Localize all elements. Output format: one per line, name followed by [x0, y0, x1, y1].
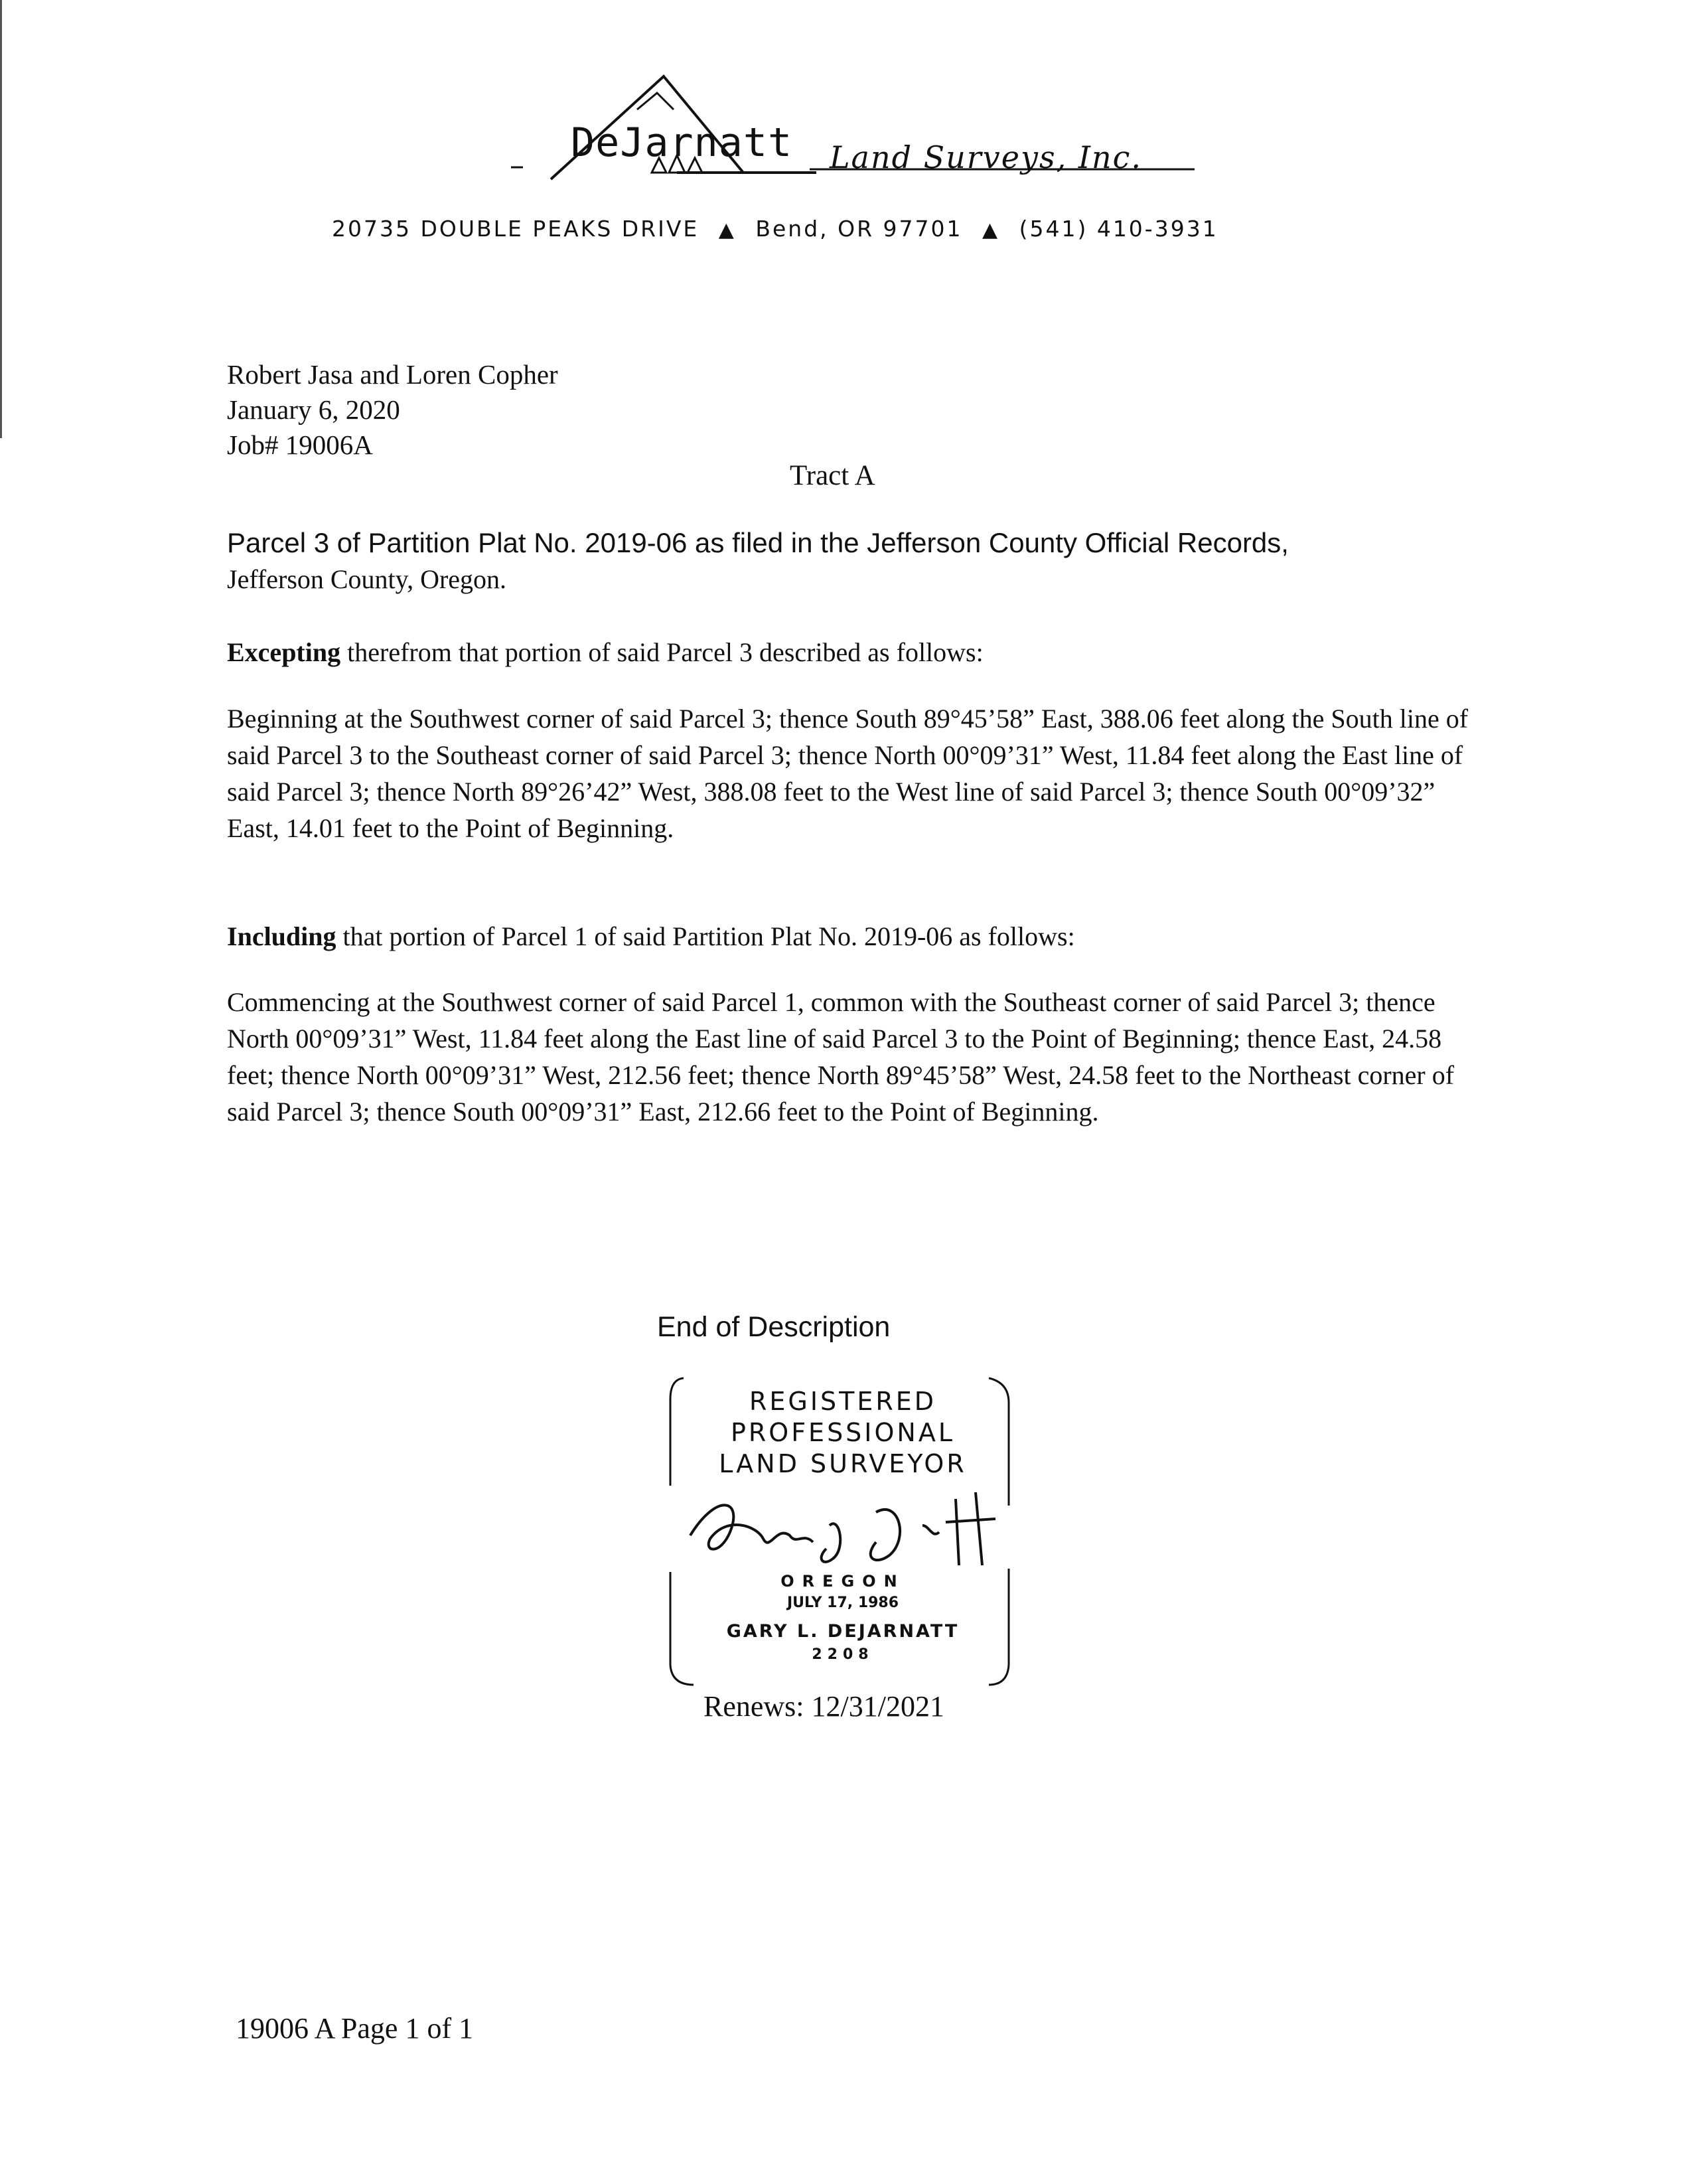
excepting-text: therefrom that portion of said Parcel 3 described as follows: [340, 637, 984, 667]
recipient-block [227, 357, 558, 463]
commencing-paragraph: Commencing at the Southwest corner of said Parcel 1, common with the Southeast corner of said Parcel 3; thence North 00°09’31” West, 11.84 feet along the East line of said Parcel 3 to the Point of Beginning; thence East, 24.58 feet; thence North 00°09’31” West, 212.56 feet; thence North 89°45’58” West, 24.58 feet to the Northeast corner of said Parcel 3; thence South 00°09’31” East, 212.66 feet to the Point of Beginning. [227, 987, 1455, 1127]
surveyor-seal [664, 1373, 1022, 1698]
seal-line-3: LAND SURVEYOR [719, 1449, 967, 1478]
renewal-date: Renews: 12/31/2021 [703, 1690, 944, 1723]
company-name: DeJarnatt [571, 119, 793, 166]
seal-surveyor-name: GARY L. DEJARNATT [726, 1621, 960, 1642]
job-number: Job# 19006A [227, 429, 373, 460]
recipient-date: January 6, 2020 [227, 394, 400, 425]
scan-edge-line [0, 0, 2, 438]
including-keyword: Including [227, 921, 336, 951]
end-of-description: End of Description [657, 1311, 891, 1343]
letterhead-logo [504, 73, 1208, 206]
excepting-keyword: Excepting [227, 637, 341, 667]
seal-title [664, 1386, 1022, 1480]
seal-state: OREGON [780, 1572, 905, 1591]
seal-date: JULY 17, 1986 [786, 1595, 899, 1611]
triangle-separator-icon: ▲ [982, 218, 1000, 242]
letterhead-address [332, 216, 1394, 242]
seal-license-number: 2208 [812, 1646, 874, 1663]
seal-line-1: REGISTERED [749, 1387, 937, 1416]
address-street: 20735 DOUBLE PEAKS DRIVE [332, 216, 699, 242]
including-paragraph [227, 918, 1475, 955]
triangle-separator-icon: ▲ [718, 218, 736, 242]
parcel-paragraph [227, 524, 1475, 597]
parcel-line-1: Parcel 3 of Partition Plat No. 2019-06 as filed in the Jefferson County Official Records, [227, 527, 1289, 558]
page-footer: 19006 A Page 1 of 1 [236, 2012, 474, 2045]
seal-line-2: PROFESSIONAL [730, 1418, 956, 1447]
address-phone: (541) 410-3931 [1019, 216, 1218, 242]
beginning-paragraph: Beginning at the Southwest corner of said Parcel 3; thence South 89°45’58” East, 388.06 feet along the South line of said Parcel 3 to the Southeast corner of said Parcel 3; thence North 00°09’31” West, 11.84 feet along the East line of said Parcel 3; thence North 89°26’42” West, 388.08 feet to the West line of said Parcel 3; thence South 00°09’32” East, 14.01 feet to the Point of Beginning. [227, 704, 1469, 843]
including-text: that portion of Parcel 1 of said Partition Plat No. 2019-06 as follows: [336, 921, 1075, 951]
parcel-line-2: Jefferson County, Oregon. [227, 564, 507, 594]
excepting-paragraph [227, 634, 1475, 670]
tract-title: Tract A [790, 460, 875, 491]
recipient-names: Robert Jasa and Loren Copher [227, 359, 558, 390]
company-suffix: Land Surveys, Inc. [830, 139, 1143, 175]
address-city: Bend, OR 97701 [755, 216, 963, 242]
